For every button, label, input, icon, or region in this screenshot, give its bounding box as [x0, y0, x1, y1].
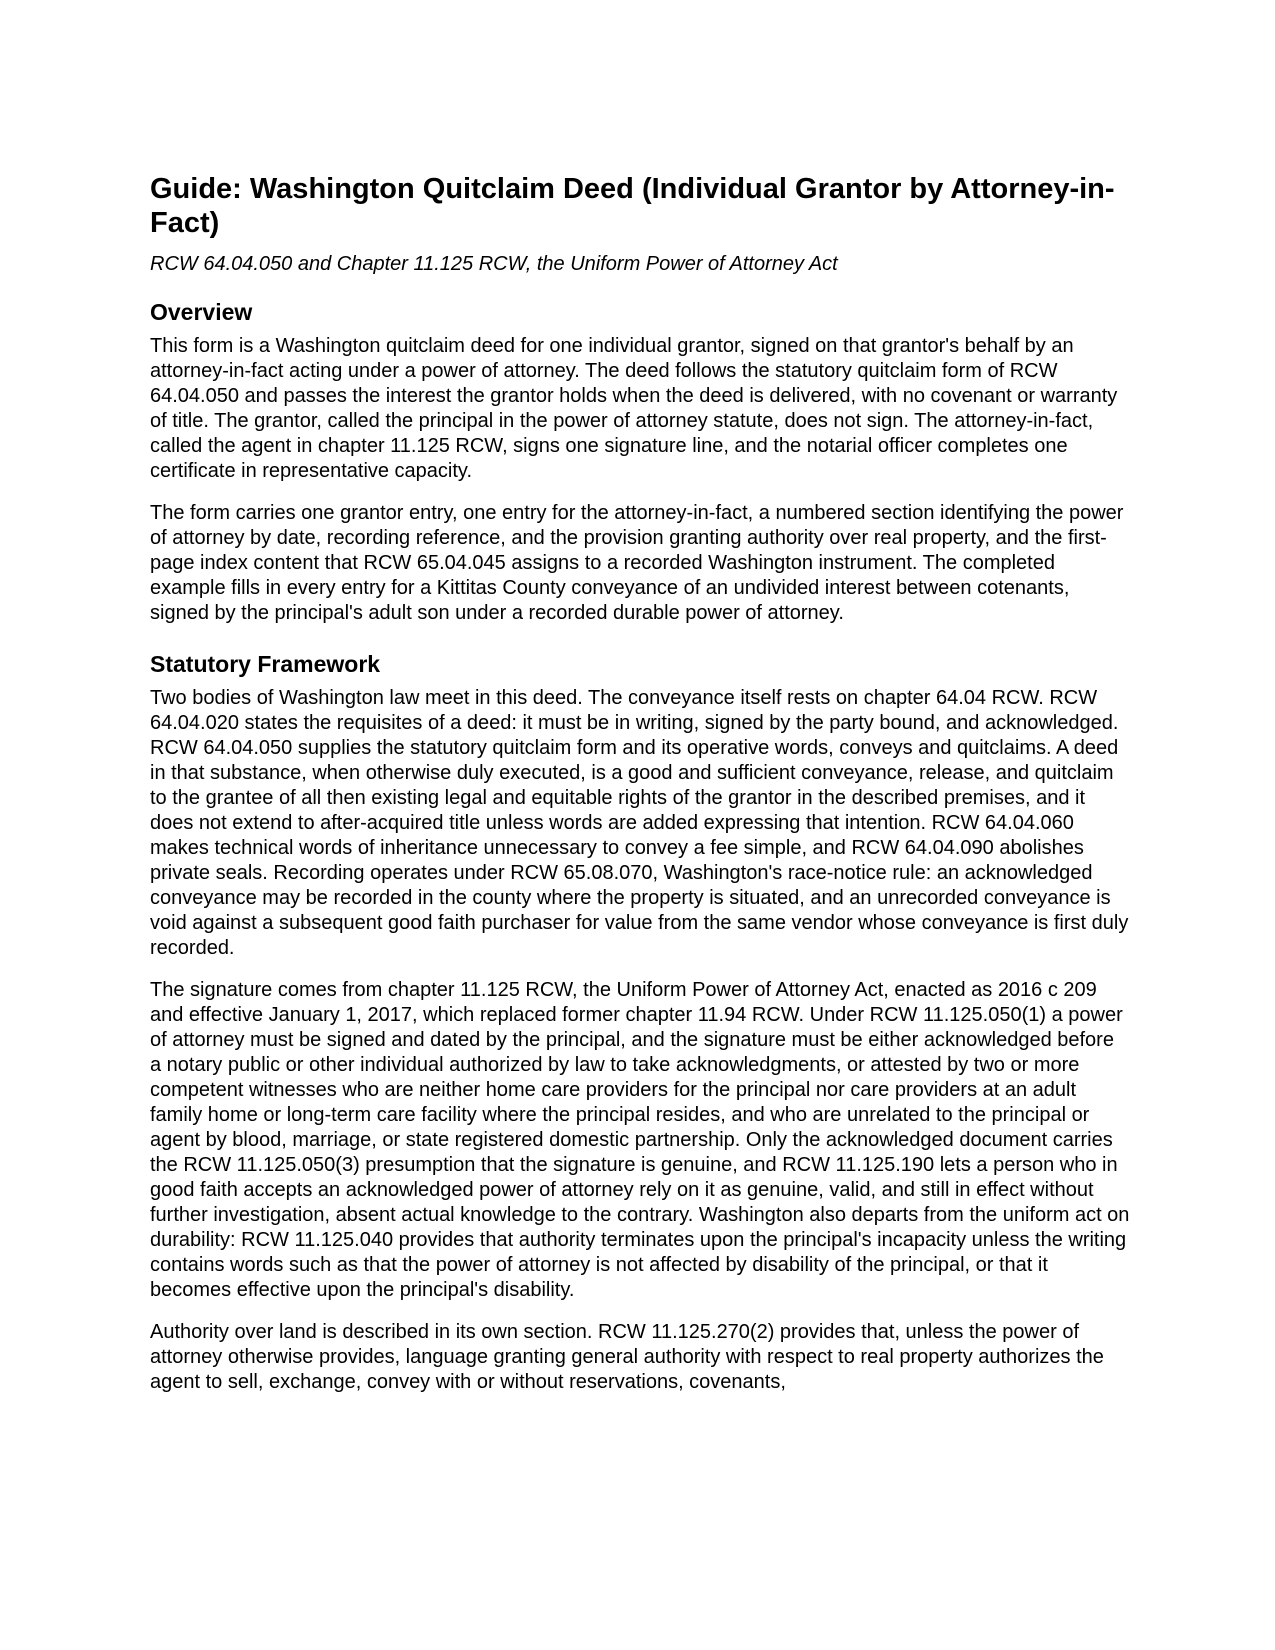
framework-paragraph-3: Authority over land is described in its own section. RCW 11.125.270(2) provides that, unless the power of attorney otherwise provides, language granting general authority with respect to real property authorizes the agent to sell, exchange, convey with or without reservations, covenants, — [150, 1321, 1104, 1393]
document-title: Guide: Washington Quitclaim Deed (Individual Grantor by Attorney-in-Fact) — [150, 173, 1115, 239]
statutory-framework-section — [150, 650, 1130, 1395]
overview-paragraph-1: This form is a Washington quitclaim deed for one individual grantor, signed on that grantor's behalf by an attorney-in-fact acting under a power of attorney. The deed follows the statutory quitclaim form of RCW 64.04.050 and passes the interest the grantor holds when the deed is delivered, with no covenant or warranty of title. The grantor, called the principal in the power of attorney statute, does not sign. The attorney-in-fact, called the agent in chapter 11.125 RCW, signs one signature line, and the notarial officer completes one certificate in representative capacity. — [150, 335, 1118, 482]
statutory-framework-heading: Statutory Framework — [150, 651, 381, 677]
overview-heading: Overview — [150, 299, 253, 325]
overview-section — [150, 298, 1130, 626]
document-subtitle: RCW 64.04.050 and Chapter 11.125 RCW, the Uniform Power of Attorney Act — [150, 253, 838, 275]
framework-paragraph-1: Two bodies of Washington law meet in this deed. The conveyance itself rests on chapter 64.04 RCW. RCW 64.04.020 states the requisites of a deed: it must be in writing, signed by the party bound, and acknowledged. RCW 64.04.050 supplies the statutory quitclaim form and its operative words, conveys and quitclaims. A deed in that substance, when otherwise duly executed, is a good and sufficient conveyance, release, and quitclaim to the grantee of all then existing legal and equitable rights of the grantor in the described premises, and it does not extend to after-acquired title unless words are added expressing that intention. RCW 64.04.060 makes technical words of inheritance unnecessary to convey a fee simple, and RCW 64.04.090 abolishes private seals. Recording operates under RCW 65.08.070, Washington's race-notice rule: an acknowledged conveyance may be recorded in the county where the property is situated, and an unrecorded conveyance is void against a subsequent good faith purchaser for value from the same vendor whose conveyance is first duly recorded. — [150, 687, 1129, 959]
framework-paragraph-2: The signature comes from chapter 11.125 RCW, the Uniform Power of Attorney Act, enacted as 2016 c 209 and effective January 1, 2017, which replaced former chapter 11.94 RCW. Under RCW 11.125.050(1) a power of attorney must be signed and dated by the principal, and the signature must be either acknowledged before a notary public or other individual authorized by law to take acknowledgments, or attested by two or more competent witnesses who are neither home care providers for the principal nor care providers at an adult family home or long-term care facility where the principal resides, and who are unrelated to the principal or agent by blood, marriage, or state registered domestic partnership. Only the acknowledged document carries the RCW 11.125.050(3) presumption that the signature is genuine, and RCW 11.125.190 lets a person who in good faith accepts an acknowledged power of attorney rely on it as genuine, valid, and still in effect without further investigation, absent actual knowledge to the contrary. Washington also departs from the uniform act on durability: RCW 11.125.040 provides that authority terminates upon the principal's incapacity unless the writing contains words such as that the power of attorney is not affected by disability of the principal, or that it becomes effective upon the principal's disability. — [150, 979, 1130, 1301]
overview-paragraph-2: The form carries one grantor entry, one entry for the attorney-in-fact, a numbered section identifying the power of attorney by date, recording reference, and the provision granting authority over real property, and the first-page index content that RCW 65.04.045 assigns to a recorded Washington instrument. The completed example fills in every entry for a Kittitas County conveyance of an undivided interest between cotenants, signed by the principal's adult son under a recorded durable power of attorney. — [150, 502, 1124, 624]
document-page — [150, 172, 1130, 1412]
